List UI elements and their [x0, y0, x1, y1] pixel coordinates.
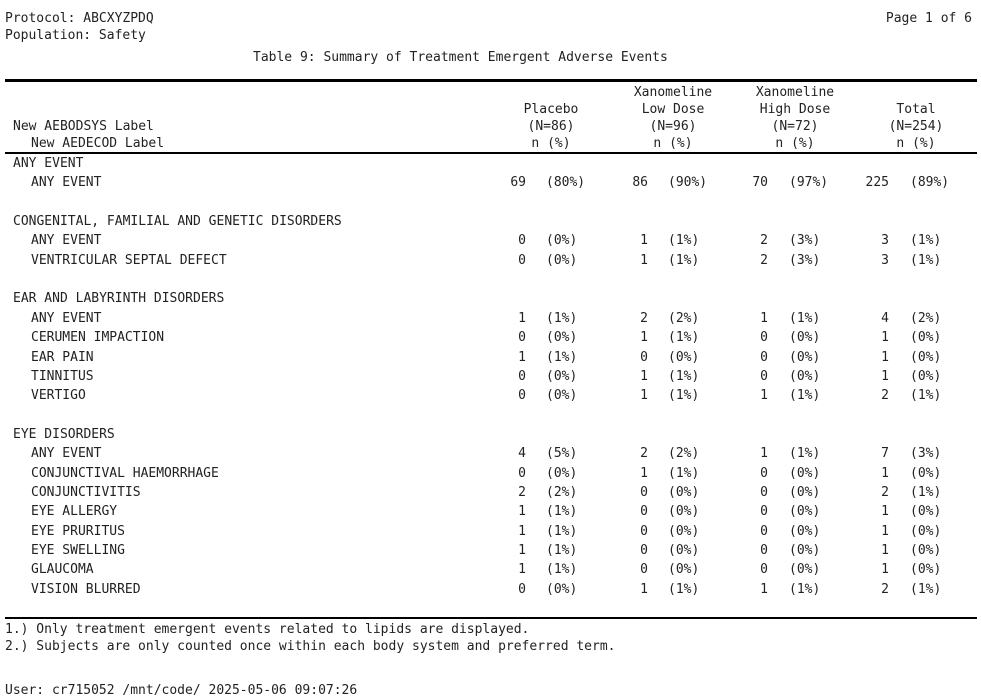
total-percent: (0%) — [910, 504, 942, 519]
total-percent: (0%) — [910, 543, 942, 558]
total-percent: (3%) — [910, 446, 942, 461]
placebo-count: 0 — [518, 388, 526, 403]
placebo-count: 1 — [518, 543, 526, 558]
placebo-count: 0 — [518, 253, 526, 268]
low-dose-percent: (1%) — [668, 330, 700, 345]
total-count: 1 — [881, 562, 889, 577]
low-dose-percent: (1%) — [668, 233, 700, 248]
total-count: 1 — [881, 543, 889, 558]
total-count: 1 — [881, 350, 889, 365]
label-header-decod: New AEDECOD Label — [31, 136, 165, 151]
high-dose-percent: (1%) — [789, 311, 821, 326]
high-dose-header-line2: High Dose — [759, 102, 831, 117]
placebo-percent: (0%) — [546, 233, 578, 248]
footnote-1: 1.) Only treatment emergent events related to lipids are displayed. — [5, 622, 530, 637]
placebo-percent: (5%) — [546, 446, 578, 461]
total-percent: (1%) — [910, 233, 942, 248]
high-dose-count: 0 — [760, 466, 768, 481]
placebo-count: 69 — [510, 175, 526, 190]
total-count: 1 — [881, 369, 889, 384]
bottom-rule — [5, 617, 977, 619]
high-dose-count: 2 — [760, 233, 768, 248]
preferred-term-label: CONJUNCTIVITIS — [31, 485, 141, 500]
placebo-count: 1 — [518, 524, 526, 539]
low-dose-count: 0 — [640, 543, 648, 558]
preferred-term-label: EYE PRURITUS — [31, 524, 125, 539]
page-number: Page 1 of 6 — [885, 11, 972, 26]
high-dose-percent: (1%) — [789, 388, 821, 403]
placebo-header-stat: n (%) — [531, 136, 571, 151]
high-dose-percent: (97%) — [789, 175, 829, 190]
low-dose-percent: (0%) — [668, 524, 700, 539]
high-dose-count: 1 — [760, 311, 768, 326]
total-count: 225 — [865, 175, 889, 190]
total-percent: (0%) — [910, 524, 942, 539]
low-dose-percent: (0%) — [668, 504, 700, 519]
total-count: 3 — [881, 233, 889, 248]
preferred-term-label: VISION BLURRED — [31, 582, 141, 597]
low-dose-percent: (1%) — [668, 253, 700, 268]
top-rule — [5, 79, 977, 82]
low-dose-count: 0 — [640, 562, 648, 577]
low-dose-count: 86 — [632, 175, 648, 190]
population-label: Population: Safety — [5, 28, 146, 43]
total-percent: (2%) — [910, 311, 942, 326]
low-dose-header-n: (N=96) — [649, 119, 697, 134]
total-percent: (1%) — [910, 485, 942, 500]
preferred-term-label: ANY EVENT — [31, 446, 102, 461]
total-count: 2 — [881, 485, 889, 500]
placebo-percent: (1%) — [546, 311, 578, 326]
placebo-count: 0 — [518, 233, 526, 248]
preferred-term-label: EYE ALLERGY — [31, 504, 118, 519]
total-percent: (1%) — [910, 582, 942, 597]
label-header-bodysys: New AEBODSYS Label — [13, 119, 154, 134]
low-dose-count: 1 — [640, 330, 648, 345]
low-dose-percent: (1%) — [668, 582, 700, 597]
low-dose-percent: (2%) — [668, 311, 700, 326]
low-dose-percent: (0%) — [668, 485, 700, 500]
body-system-label: CONGENITAL, FAMILIAL AND GENETIC DISORDERS — [13, 214, 342, 229]
user-footer: User: cr715052 /mnt/code/ 2025-05-06 09:07:26 — [5, 683, 358, 698]
body-system-label: EAR AND LABYRINTH DISORDERS — [13, 291, 225, 306]
total-percent: (89%) — [910, 175, 950, 190]
total-percent: (1%) — [910, 388, 942, 403]
low-dose-percent: (1%) — [668, 466, 700, 481]
low-dose-percent: (0%) — [668, 543, 700, 558]
preferred-term-label: VERTIGO — [31, 388, 86, 403]
low-dose-header-line2: Low Dose — [641, 102, 705, 117]
high-dose-count: 0 — [760, 330, 768, 345]
body-system-label: ANY EVENT — [13, 156, 84, 171]
low-dose-percent: (0%) — [668, 350, 700, 365]
placebo-count: 1 — [518, 562, 526, 577]
placebo-count: 1 — [518, 504, 526, 519]
high-dose-percent: (0%) — [789, 524, 821, 539]
total-count: 2 — [881, 582, 889, 597]
high-dose-count: 0 — [760, 504, 768, 519]
preferred-term-label: ANY EVENT — [31, 233, 102, 248]
high-dose-count: 1 — [760, 446, 768, 461]
placebo-count: 1 — [518, 350, 526, 365]
low-dose-percent: (90%) — [668, 175, 708, 190]
high-dose-percent: (1%) — [789, 446, 821, 461]
table-title: Table 9: Summary of Treatment Emergent Adverse Events — [253, 50, 668, 65]
total-percent: (0%) — [910, 562, 942, 577]
high-dose-percent: (0%) — [789, 562, 821, 577]
total-percent: (0%) — [910, 350, 942, 365]
high-dose-percent: (0%) — [789, 466, 821, 481]
low-dose-count: 0 — [640, 350, 648, 365]
low-dose-percent: (1%) — [668, 369, 700, 384]
high-dose-count: 0 — [760, 350, 768, 365]
high-dose-percent: (0%) — [789, 330, 821, 345]
placebo-percent: (2%) — [546, 485, 578, 500]
total-percent: (1%) — [910, 253, 942, 268]
total-count: 7 — [881, 446, 889, 461]
placebo-percent: (0%) — [546, 330, 578, 345]
placebo-percent: (0%) — [546, 369, 578, 384]
high-dose-percent: (0%) — [789, 504, 821, 519]
high-dose-percent: (0%) — [789, 350, 821, 365]
placebo-percent: (1%) — [546, 350, 578, 365]
footnote-2: 2.) Subjects are only counted once within each body system and preferred term. — [5, 639, 616, 654]
placebo-percent: (1%) — [546, 543, 578, 558]
total-count: 3 — [881, 253, 889, 268]
low-dose-count: 1 — [640, 369, 648, 384]
low-dose-count: 1 — [640, 388, 648, 403]
total-count: 1 — [881, 466, 889, 481]
placebo-count: 2 — [518, 485, 526, 500]
high-dose-count: 0 — [760, 369, 768, 384]
placebo-count: 1 — [518, 311, 526, 326]
placebo-percent: (0%) — [546, 582, 578, 597]
high-dose-percent: (0%) — [789, 543, 821, 558]
preferred-term-label: GLAUCOMA — [31, 562, 94, 577]
preferred-term-label: CONJUNCTIVAL HAEMORRHAGE — [31, 466, 219, 481]
total-count: 2 — [881, 388, 889, 403]
high-dose-header-n: (N=72) — [771, 119, 819, 134]
high-dose-header-line1: Xanomeline — [755, 85, 835, 100]
low-dose-count: 2 — [640, 446, 648, 461]
protocol-label: Protocol: ABCXYZPDQ — [5, 11, 154, 26]
placebo-percent: (1%) — [546, 504, 578, 519]
total-count: 4 — [881, 311, 889, 326]
high-dose-count: 0 — [760, 524, 768, 539]
total-percent: (0%) — [910, 330, 942, 345]
low-dose-count: 1 — [640, 253, 648, 268]
low-dose-count: 0 — [640, 524, 648, 539]
low-dose-percent: (1%) — [668, 388, 700, 403]
preferred-term-label: CERUMEN IMPACTION — [31, 330, 165, 345]
header-rule — [5, 152, 977, 154]
high-dose-count: 0 — [760, 562, 768, 577]
high-dose-percent: (0%) — [789, 369, 821, 384]
low-dose-count: 0 — [640, 504, 648, 519]
placebo-percent: (80%) — [546, 175, 586, 190]
high-dose-count: 2 — [760, 253, 768, 268]
preferred-term-label: ANY EVENT — [31, 175, 102, 190]
low-dose-count: 0 — [640, 485, 648, 500]
placebo-header-n: (N=86) — [527, 119, 575, 134]
low-dose-percent: (2%) — [668, 446, 700, 461]
placebo-count: 4 — [518, 446, 526, 461]
high-dose-count: 1 — [760, 388, 768, 403]
high-dose-count: 0 — [760, 485, 768, 500]
low-dose-count: 1 — [640, 233, 648, 248]
placebo-header-line2: Placebo — [523, 102, 579, 117]
high-dose-percent: (1%) — [789, 582, 821, 597]
body-system-label: EYE DISORDERS — [13, 427, 115, 442]
placebo-count: 0 — [518, 582, 526, 597]
total-count: 1 — [881, 524, 889, 539]
placebo-percent: (1%) — [546, 562, 578, 577]
preferred-term-label: EYE SWELLING — [31, 543, 125, 558]
high-dose-percent: (0%) — [789, 485, 821, 500]
low-dose-count: 2 — [640, 311, 648, 326]
high-dose-percent: (3%) — [789, 233, 821, 248]
high-dose-percent: (3%) — [789, 253, 821, 268]
low-dose-header-line1: Xanomeline — [633, 85, 713, 100]
total-count: 1 — [881, 330, 889, 345]
high-dose-count: 0 — [760, 543, 768, 558]
total-header-stat: n (%) — [896, 136, 936, 151]
placebo-count: 0 — [518, 369, 526, 384]
placebo-count: 0 — [518, 330, 526, 345]
preferred-term-label: ANY EVENT — [31, 311, 102, 326]
low-dose-percent: (0%) — [668, 562, 700, 577]
placebo-count: 0 — [518, 466, 526, 481]
placebo-percent: (0%) — [546, 388, 578, 403]
low-dose-count: 1 — [640, 582, 648, 597]
total-header-n: (N=254) — [888, 119, 944, 134]
low-dose-count: 1 — [640, 466, 648, 481]
total-header-line2: Total — [896, 102, 936, 117]
total-count: 1 — [881, 504, 889, 519]
total-percent: (0%) — [910, 466, 942, 481]
low-dose-header-stat: n (%) — [653, 136, 693, 151]
preferred-term-label: EAR PAIN — [31, 350, 94, 365]
preferred-term-label: TINNITUS — [31, 369, 94, 384]
preferred-term-label: VENTRICULAR SEPTAL DEFECT — [31, 253, 227, 268]
placebo-percent: (1%) — [546, 524, 578, 539]
placebo-percent: (0%) — [546, 466, 578, 481]
high-dose-count: 70 — [752, 175, 768, 190]
total-percent: (0%) — [910, 369, 942, 384]
placebo-percent: (0%) — [546, 253, 578, 268]
high-dose-count: 1 — [760, 582, 768, 597]
high-dose-header-stat: n (%) — [775, 136, 815, 151]
